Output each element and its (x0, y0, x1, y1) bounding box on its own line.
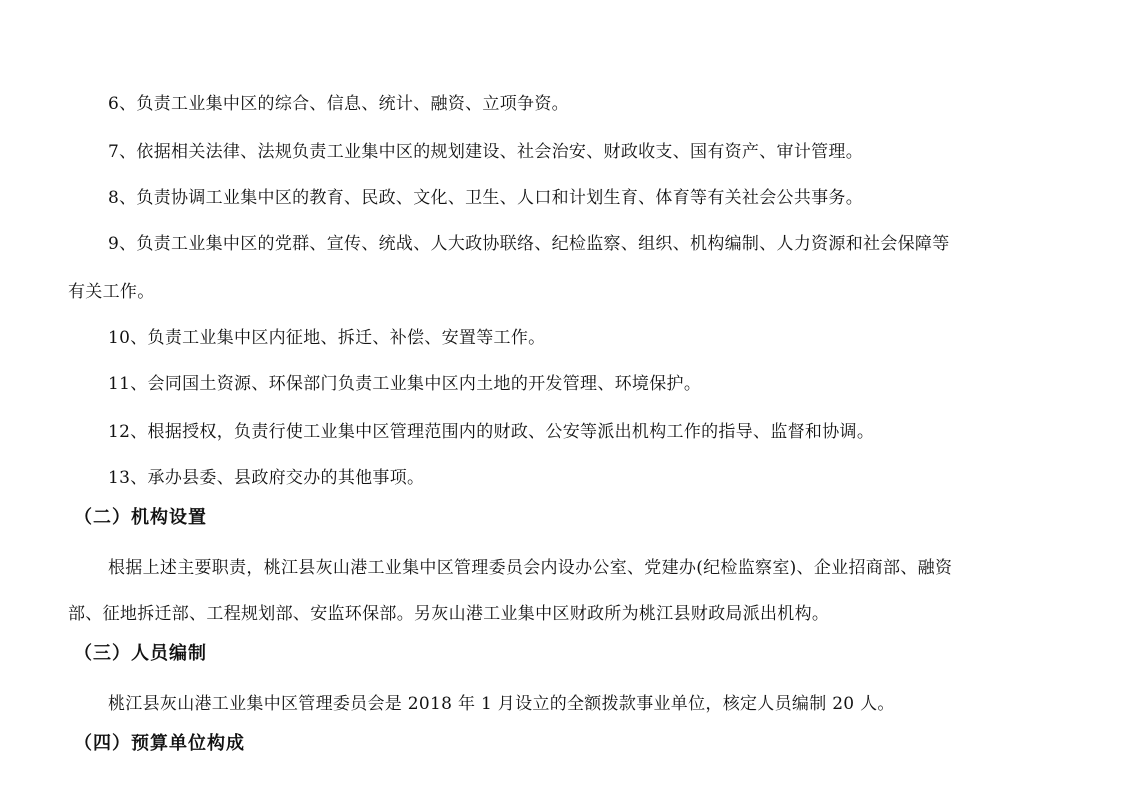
duty-item-9-line-1: 9、负责工业集中区的党群、宣传、统战、人大政协联络、纪检监察、组织、机构编制、人力资源和社会保障等 (108, 234, 950, 254)
duty-item-6: 6、负责工业集中区的综合、信息、统计、融资、立项争资。 (108, 94, 569, 114)
organization-paragraph-line-2: 部、征地拆迁部、工程规划部、安监环保部。另灰山港工业集中区财政所为桃江县财政局派出机构。 (68, 604, 830, 624)
duty-item-9-line-2: 有关工作。 (68, 282, 155, 302)
staffing-paragraph: 桃江县灰山港工业集中区管理委员会是 2018 年 1 月设立的全额拨款事业单位，核定人员编制 20 人。 (108, 694, 895, 714)
section-heading-staffing: （三）人员编制 (74, 643, 207, 664)
duty-item-12: 12、根据授权，负责行使工业集中区管理范围内的财政、公安等派出机构工作的指导、监督和协调。 (108, 422, 875, 442)
duty-item-7: 7、依据相关法律、法规负责工业集中区的规划建设、社会治安、财政收支、国有资产、审计管理。 (108, 142, 864, 162)
duty-item-10: 10、负责工业集中区内征地、拆迁、补偿、安置等工作。 (108, 328, 546, 348)
duty-item-8: 8、负责协调工业集中区的教育、民政、文化、卫生、人口和计划生育、体育等有关社会公共事务。 (108, 188, 864, 208)
duty-item-13: 13、承办县委、县政府交办的其他事项。 (108, 468, 425, 488)
section-heading-organization: （二）机构设置 (74, 507, 207, 528)
organization-paragraph-line-1: 根据上述主要职责，桃江县灰山港工业集中区管理委员会内设办公室、党建办(纪检监察室)、企业招商部、融资 (108, 558, 953, 578)
duty-item-11: 11、会同国土资源、环保部门负责工业集中区内土地的开发管理、环境保护。 (108, 374, 702, 394)
section-heading-budget-units: （四）预算单位构成 (74, 733, 245, 754)
